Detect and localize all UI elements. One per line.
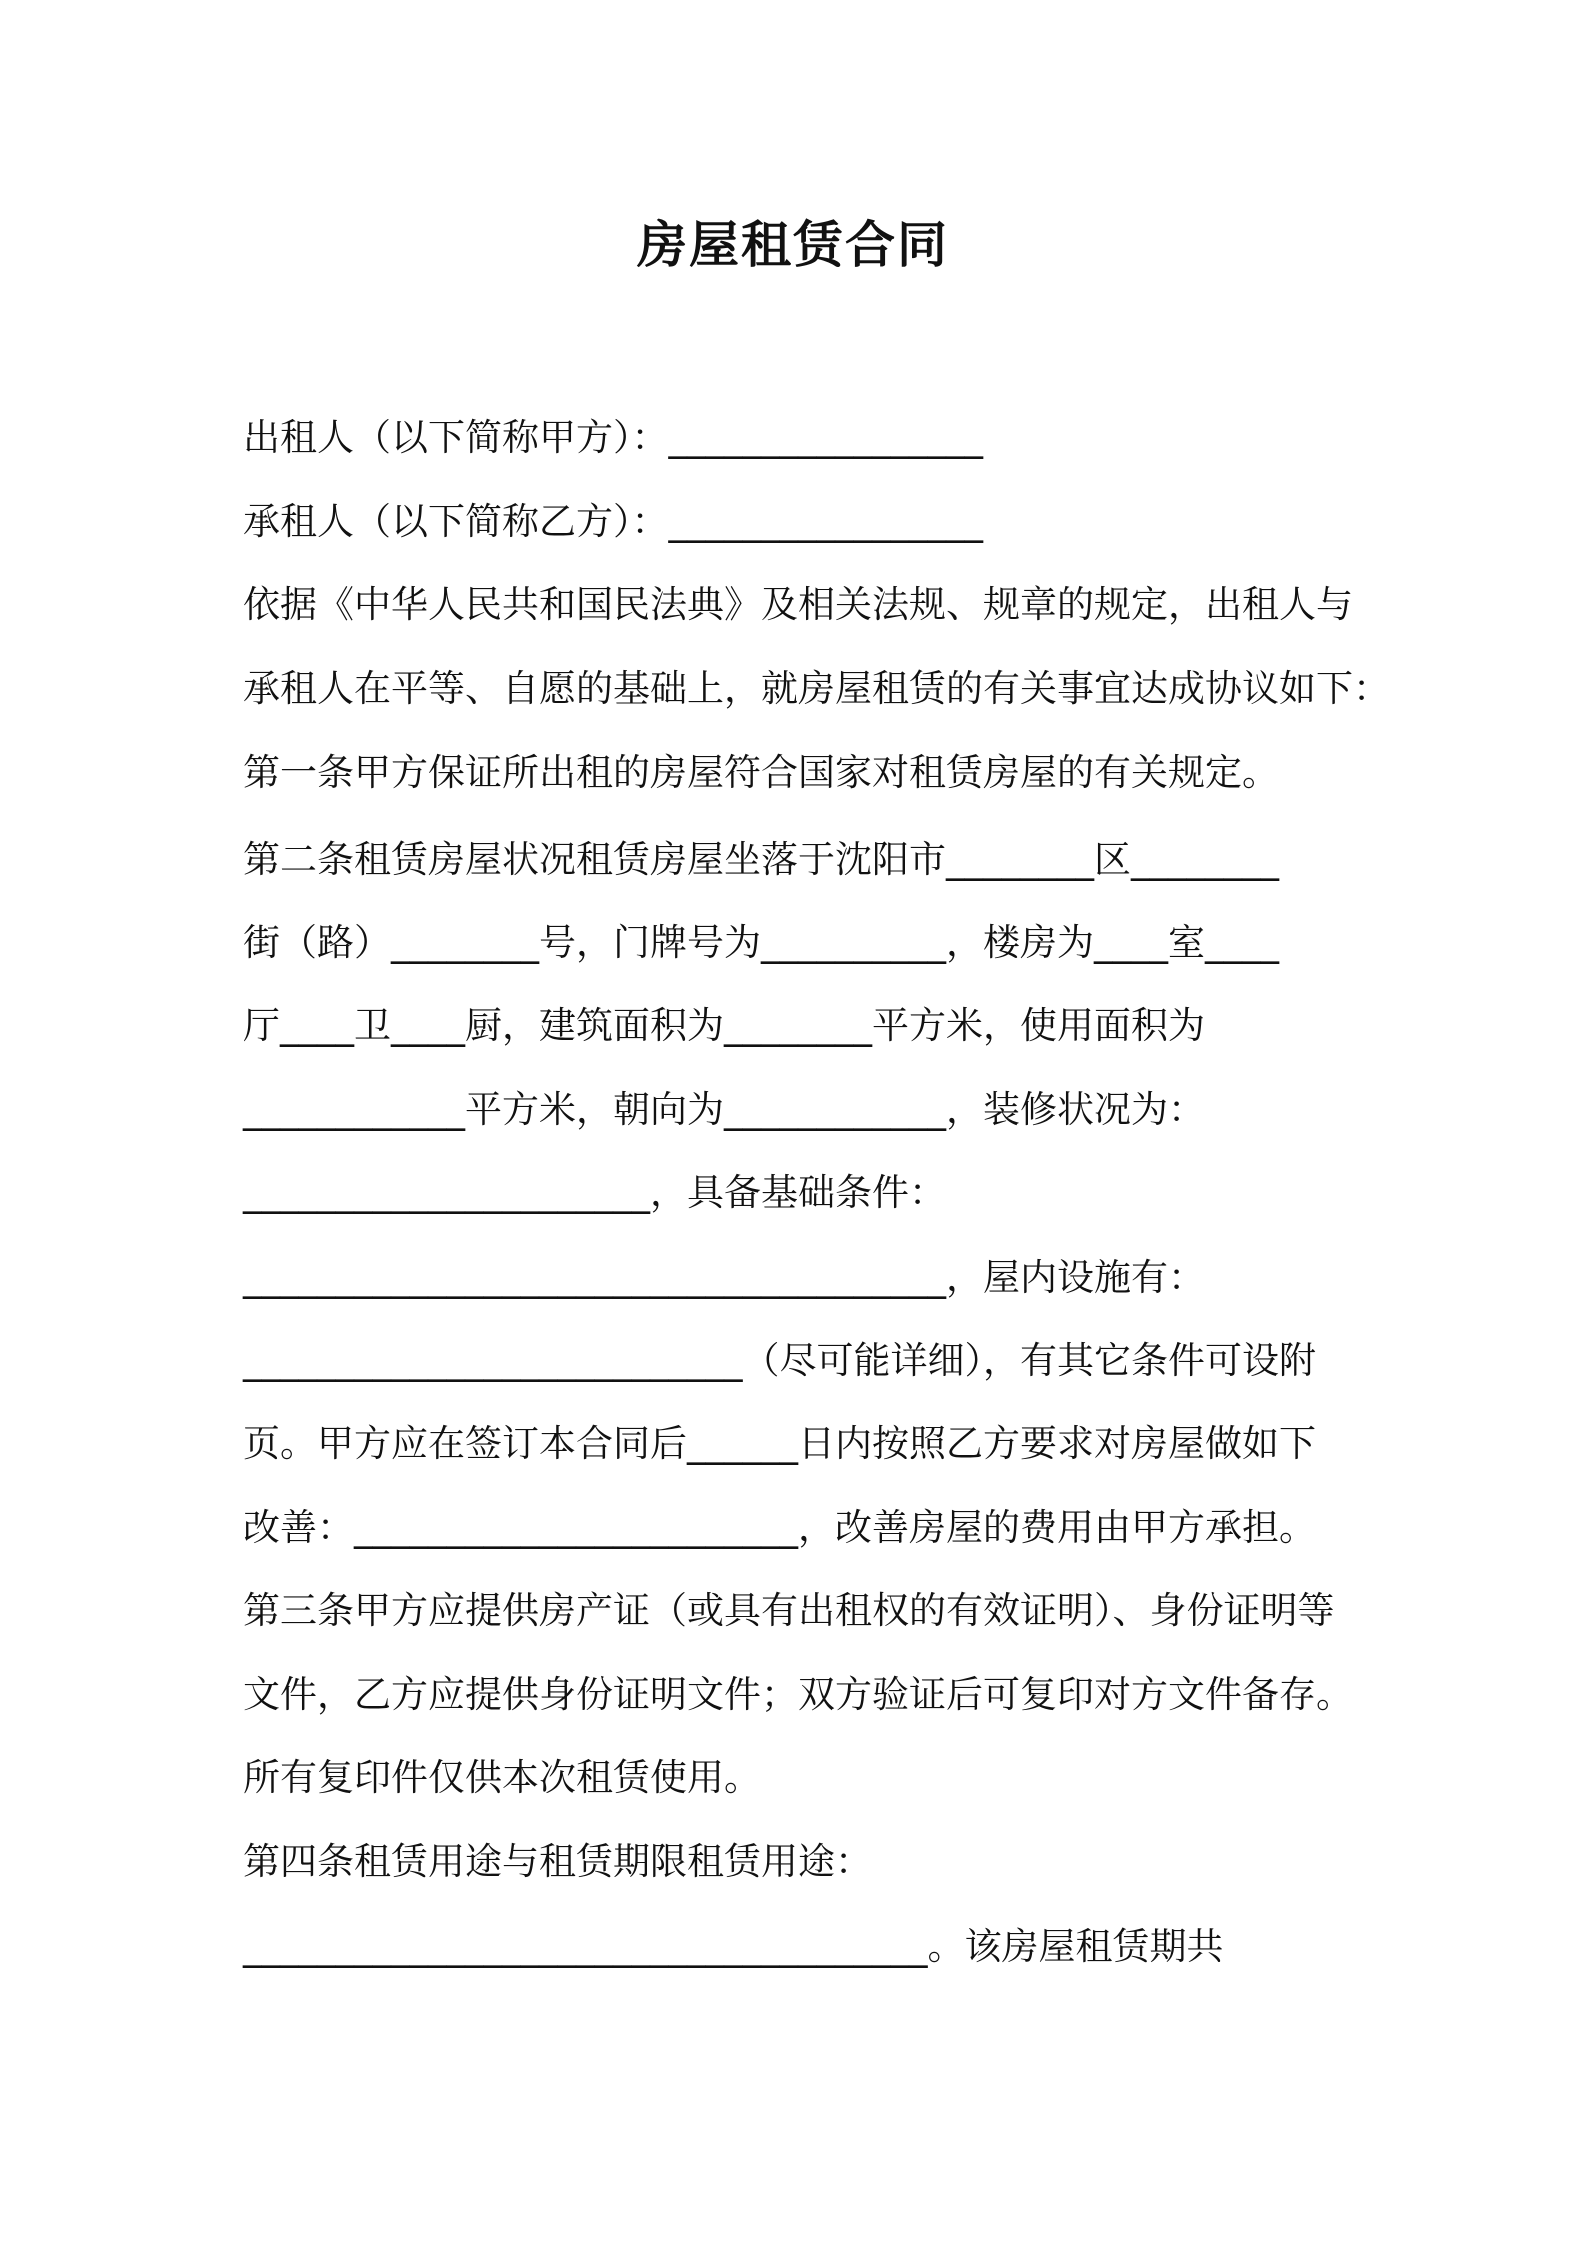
article-3-line-3: 所有复印件仅供本次租赁使用。: [243, 1756, 761, 1799]
preamble-line-1: 依据《中华人民共和国民法典》及相关法规、规章的规定，出租人与: [243, 583, 1353, 626]
document-title: 房屋租赁合同: [637, 216, 949, 274]
article-4-line-2: _____________________________________。该房屋租赁期共: [243, 1925, 1224, 1968]
article-3-line-2: 文件，乙方应提供身份证明文件；双方验证后可复印对方文件备存。: [243, 1673, 1353, 1716]
article-2-line-2: 街（路）________号，门牌号为__________，楼房为____室____: [243, 921, 1279, 964]
article-2-line-1: 第二条租赁房屋状况租赁房屋坐落于沈阳市________区________: [243, 838, 1279, 881]
article-2-line-9: 改善：________________________，改善房屋的费用由甲方承担。: [243, 1506, 1316, 1549]
article-3-line-1: 第三条甲方应提供房产证（或具有出租权的有效证明）、身份证明等: [243, 1589, 1335, 1632]
article-1-line: 第一条甲方保证所出租的房屋符合国家对租赁房屋的有关规定。: [243, 751, 1279, 794]
lessor-line: 出租人（以下简称甲方）：_________________: [243, 416, 983, 459]
article-2-line-8: 页。甲方应在签订本合同后______日内按照乙方要求对房屋做如下: [243, 1422, 1316, 1465]
article-4-line-1: 第四条租赁用途与租赁期限租赁用途：: [243, 1840, 872, 1883]
article-2-line-7: ___________________________（尽可能详细），有其它条件可设附: [243, 1339, 1316, 1382]
lessee-line: 承租人（以下简称乙方）：_________________: [243, 500, 983, 543]
article-2-line-3: 厅____卫____厨，建筑面积为________平方米，使用面积为: [243, 1004, 1205, 1047]
preamble-line-2: 承租人在平等、自愿的基础上，就房屋租赁的有关事宜达成协议如下：: [243, 667, 1390, 710]
article-2-line-6: ______________________________________，屋内设施有：: [243, 1256, 1205, 1299]
article-2-line-5: ______________________，具备基础条件：: [243, 1171, 946, 1214]
article-2-line-4: ____________平方米，朝向为____________，装修状况为：: [243, 1088, 1205, 1131]
